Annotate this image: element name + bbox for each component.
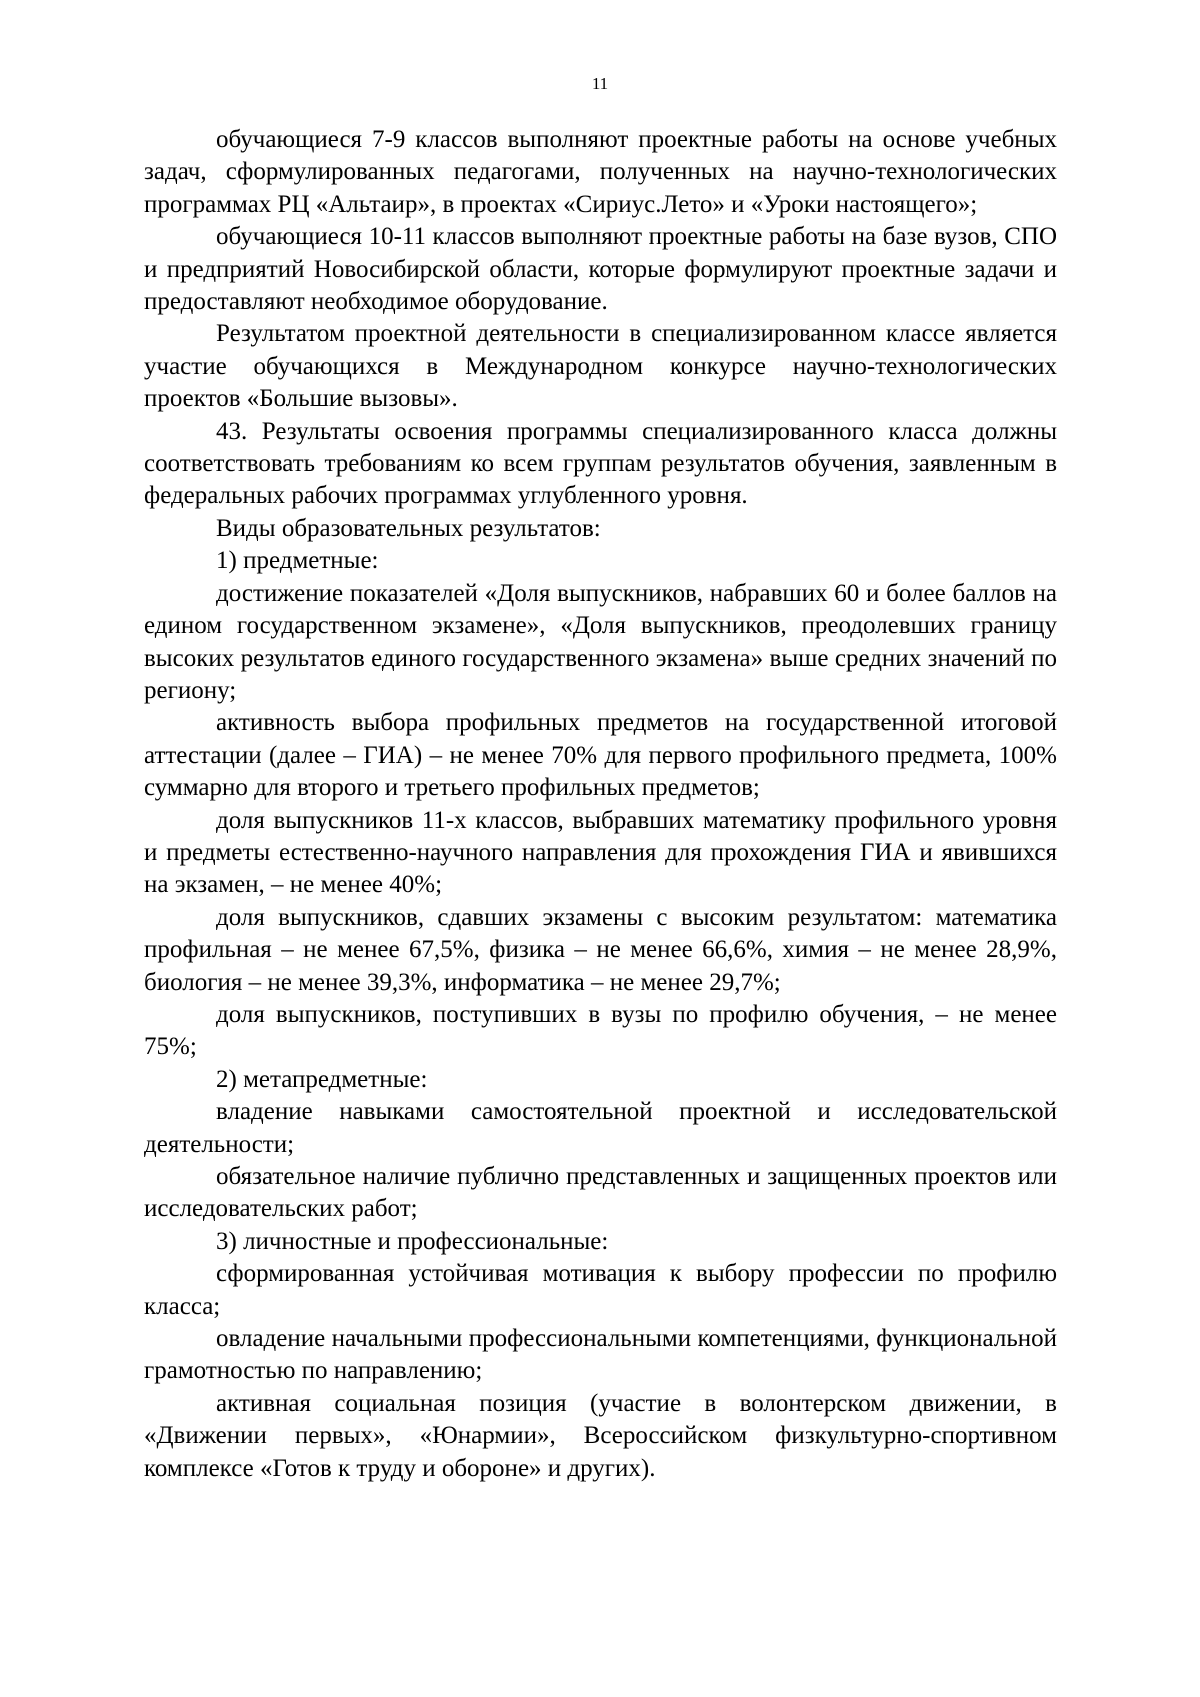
paragraph-project-research-skills: владение навыками самостоятельной проектной и исследовательской деятельности; [144, 1098, 1057, 1158]
paragraph-section-43: 43. Результаты освоения программы специализированного класса должны соответствовать требованиям ко всем группам результатов обучения, заявленным в федеральных рабочих программах углубленного уровня. [144, 417, 1057, 510]
paragraph-grade-11-math-share: доля выпускников 11-х классов, выбравших математику профильного уровня и предметы естественно-научного направления для прохождения ГИА и явившихся на экзамен, – не менее 40%; [144, 806, 1057, 899]
paragraph-personal-professional-heading: 3) личностные и профессиональные: [216, 1227, 609, 1255]
paragraph-social-position: активная социальная позиция (участие в волонтерском движении, в «Движении первых», «Юнармии», Всероссийском физкультурно-спортивном комплексе «Готов к труду и обороне» и других). [144, 1389, 1057, 1482]
paragraph-grades-7-9-projects: обучающиеся 7-9 классов выполняют проектные работы на основе учебных задач, сформулированных педагогами, полученных на научно-технологических программах РЦ «Альтаир», в проектах «Сириус.Лето» и «Уроки настоящего»; [144, 126, 1057, 218]
paragraph-subject-results-heading: 1) предметные: [216, 547, 379, 575]
page-number: 11 [591, 74, 609, 93]
paragraph-university-admission-share: доля выпускников, поступивших в вузы по профилю обучения, – не менее 75%; [144, 1000, 1057, 1061]
paragraph-public-projects: обязательное наличие публично представленных и защищенных проектов или исследовательских работ; [144, 1163, 1057, 1223]
document-body [144, 124, 1057, 1485]
paragraph-grades-10-11-projects: обучающиеся 10-11 классов выполняют проектные работы на базе вузов, СПО и предприятий Новосибирской области, которые формулируют проектные задачи и предоставляют необходимое оборудование. [144, 223, 1057, 316]
paragraph-meta-subject-heading: 2) метапредметные: [216, 1065, 428, 1093]
paragraph-result-types-heading: Виды образовательных результатов: [216, 514, 601, 542]
paragraph-ege-indicators: достижение показателей «Доля выпускников, набравших 60 и более баллов на едином государственном экзамене», «Доля выпускников, преодолевших границу высоких результатов единого государственного экзамена» выше средних значений по региону; [144, 579, 1057, 704]
paragraph-project-result: Результатом проектной деятельности в специализированном классе является участие обучающихся в Международном конкурсе научно-технологических проектов «Большие вызовы». [144, 320, 1057, 413]
paragraph-professional-competencies: овладение начальными профессиональными компетенциями, функциональной грамотностью по направлению; [144, 1325, 1057, 1385]
paragraph-high-results-share: доля выпускников, сдавших экзамены с высоким результатом: математика профильная – не менее 67,5%, физика – не менее 66,6%, химия – не менее 28,9%, биология – не менее 39,3%, информатика – не менее 29,7%; [144, 903, 1057, 996]
paragraph-career-motivation: сформированная устойчивая мотивация к выбору профессии по профилю класса; [144, 1260, 1057, 1320]
paragraph-gia-subject-choice: активность выбора профильных предметов на государственной итоговой аттестации (далее – ГИА) – не менее 70% для первого профильного предмета, 100% суммарно для второго и третьего профильных предметов; [144, 709, 1057, 802]
